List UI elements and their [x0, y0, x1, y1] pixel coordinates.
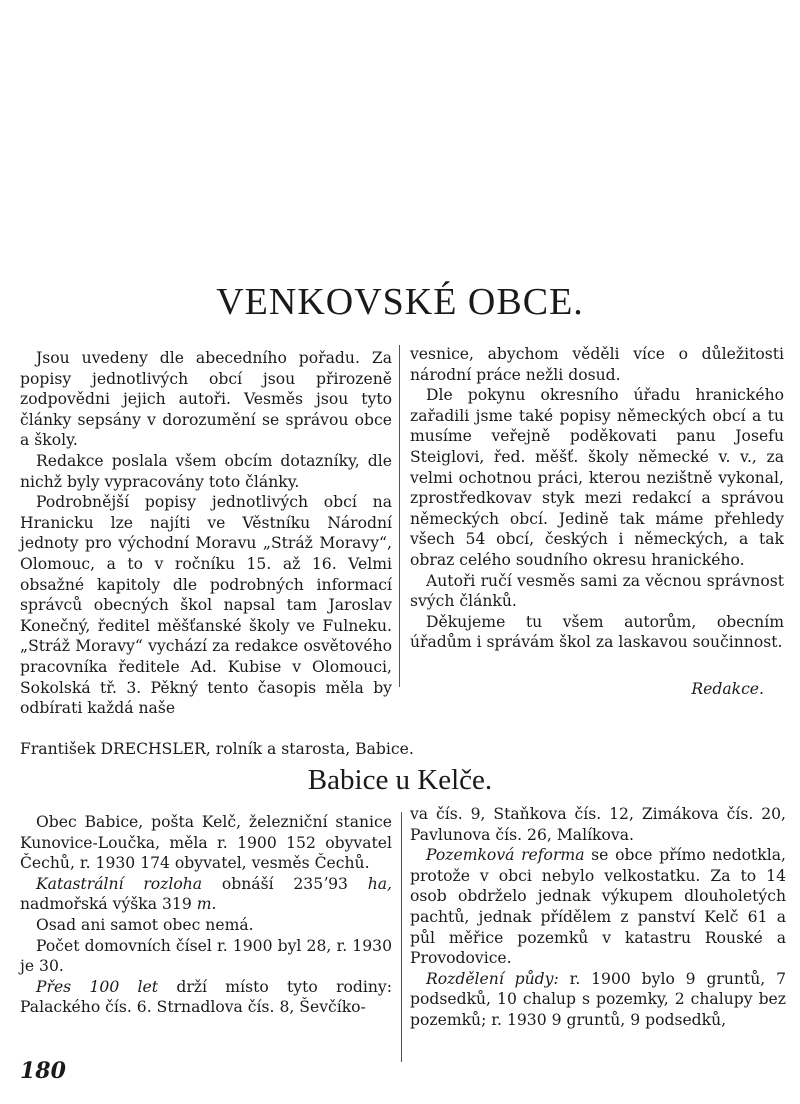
intro-paragraph: Děkujeme tu všem autorům, obecním úřadům i správám škol za laskavou součinnost.	[410, 612, 784, 652]
column-divider	[401, 812, 402, 1062]
intro-left-column	[20, 348, 392, 719]
intro-paragraph: Autoři ručí vesměs sami za věcnou správnost svých článků.	[410, 571, 784, 611]
article-paragraph: va čís. 9, Staňkova čís. 12, Zimákova čís. 20, Pavlunova čís. 26, Malíkova.	[410, 805, 786, 844]
article-title: Babice u Kelče.	[307, 764, 493, 796]
intro-paragraph: Dle pokynu okresního úřadu hranického zařadili jsme také popisy německých obcí a tu musíme veřejně poděkovati panu Josefu Steiglovi, řed. měšť. školy německé v. v., za velmi ochotnou práci, kterou nezištně vykonal, zprostředkovav styk mezi redakcí a správou německých obcí. Jedině tak máme přehledy všech 54 obcí, českých i německých, a tak obraz celého soudního okresu hranického.	[410, 386, 784, 569]
unit: ha,	[367, 874, 393, 893]
unit: m.	[196, 895, 217, 914]
page-title: VENKOVSKÉ OBCE.	[216, 281, 584, 323]
author-line: František DRECHSLER, rolník a starosta, Babice.	[20, 740, 414, 758]
intro-paragraph: Redakce poslala všem obcím dotazníky, dle nichž byly vypracovány toto články.	[20, 451, 392, 491]
intro-paragraph: Jsou uvedeny dle abecedního pořadu. Za popisy jednotlivých obcí jsou přirozeně zodpovědni jejich autoři. Vesměs jsou tyto články sepsány v dorozumění se správou obce a školy.	[20, 349, 392, 450]
intro-paragraph: vesnice, abychom věděli více o důležitosti národní práce nežli dosud.	[410, 345, 784, 384]
intro-paragraph: Podrobnější popisy jednotlivých obcí na Hranicku lze najíti ve Věstníku Národní jednoty pro východní Moravu „Stráž Moravy“, Olomouc, a to v ročníku 15. až 16. Velmi obsažné kapitoly dle podrobných informací správců obecných škol napsal tam Jaroslav Konečný, ředitel měšťanské školy ve Fulneku. „Stráž Moravy“ vychází za redakce osvětového pracovníka ředitele Ad. Kubise v Olomouci, Sokolská tř. 3. Pěkný tento časopis měla by odbírati každá naše	[20, 493, 392, 718]
article-left-column	[20, 812, 392, 1018]
intro-right-column	[410, 344, 784, 653]
article-right-column	[410, 804, 786, 1031]
column-divider	[399, 345, 400, 687]
emphasis: Přes 100 let	[36, 977, 159, 996]
article-paragraph: Obec Babice, pošta Kelč, železniční stanice Kunovice-Loučka, měla r. 1900 152 obyvatel Čechů, r. 1930 174 obyvatel, vesměs Čechů.	[20, 813, 392, 873]
emphasis: Katastrální rozloha	[36, 874, 203, 893]
text: r. 1900 bylo 9 gruntů, 7 podsedků, 10 chalup s pozemky, 2 chalupy bez pozemků; r. 1930 9 gruntů, 9 podsedků,	[410, 969, 786, 1029]
article-paragraph	[410, 845, 786, 969]
article-paragraph	[20, 874, 392, 915]
text: se obce přímo nedotkla, protože v obci nebylo velkostatku. Za to 14 osob obdrželo jednak výkupem dlouholetých pachtů, jednak přídělem z panství Kelč 61 a půl měřice pozemků v katastru Rouské a Provodovice.	[410, 846, 786, 968]
article-paragraph	[410, 969, 786, 1031]
text: obnáší 235ʼ93	[202, 874, 368, 893]
emphasis: Pozemková reforma	[426, 846, 585, 865]
article-paragraph	[20, 977, 392, 1018]
article-paragraph: Počet domovních čísel r. 1900 byl 28, r. 1930 je 30.	[20, 936, 392, 976]
article-paragraph: Osad ani samot obec nemá.	[36, 915, 254, 934]
signature: Redakce.	[691, 680, 764, 698]
page-number: 180	[20, 1058, 66, 1084]
text: nadmořská výška 319	[20, 895, 197, 914]
text: drží místo tyto rodiny: Palackého čís. 6. Strnadlova čís. 8, Ševčíko-	[20, 977, 392, 1017]
emphasis: Rozdělení půdy:	[426, 969, 559, 988]
